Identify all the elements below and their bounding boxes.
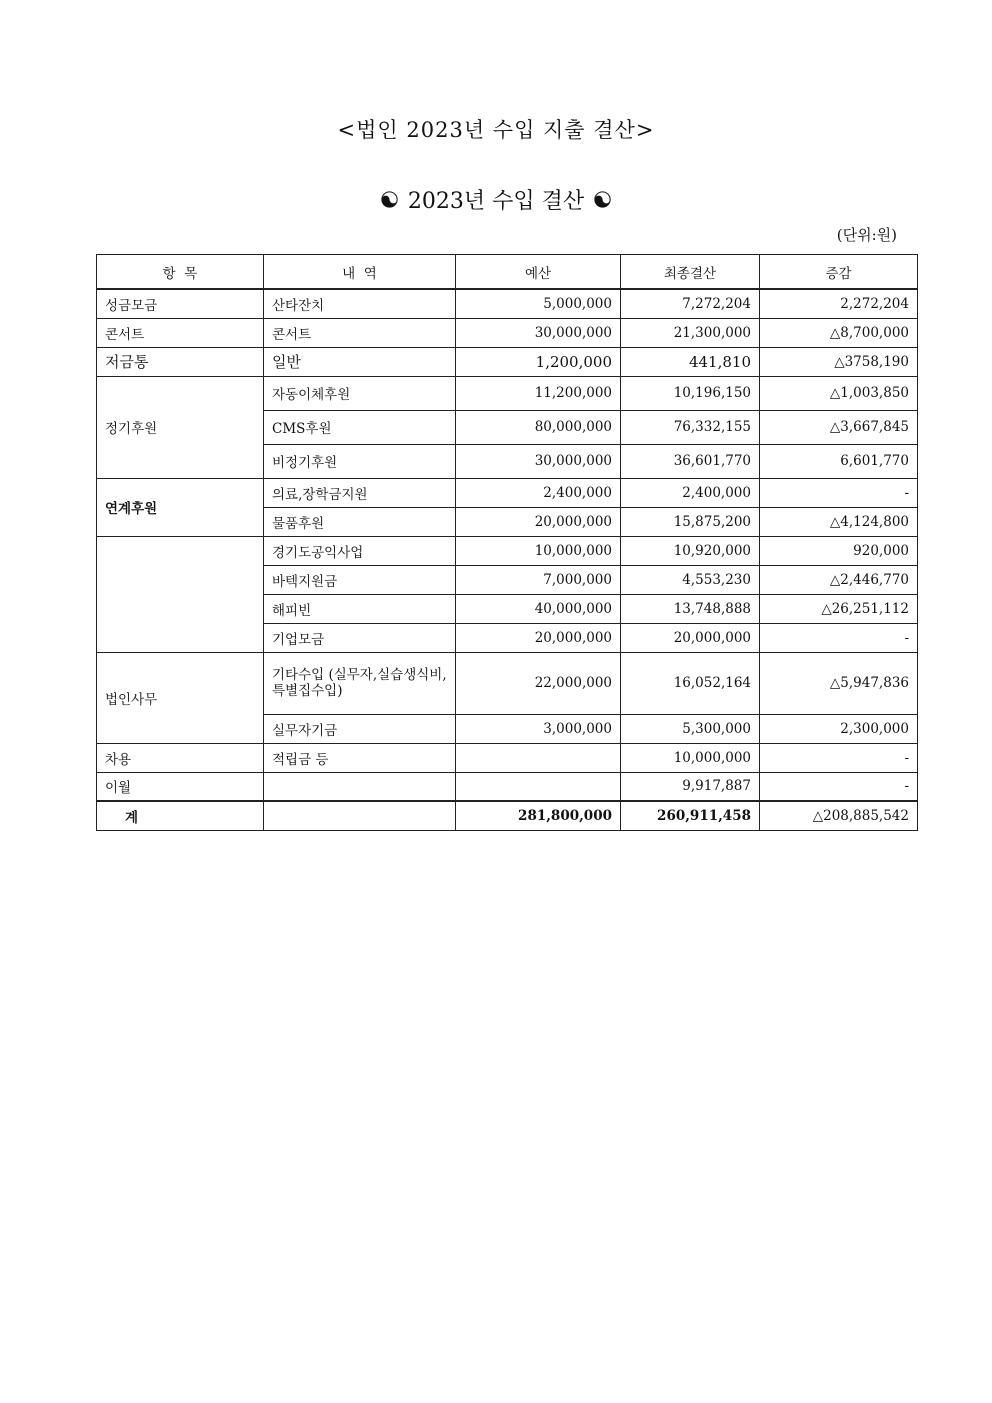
- item-cell: 실무자기금: [264, 714, 456, 743]
- budget-cell: 20,000,000: [456, 507, 621, 536]
- diff-cell: -: [760, 623, 918, 652]
- item-cell: 비정기후원: [264, 444, 456, 478]
- final-cell: 441,810: [621, 347, 760, 376]
- budget-cell: 22,000,000: [456, 652, 621, 714]
- item-cell: 해피빈: [264, 594, 456, 623]
- diff-cell: △26,251,112: [760, 594, 918, 623]
- final-cell: 7,272,204: [621, 289, 760, 318]
- diff-cell: 920,000: [760, 536, 918, 565]
- diff-cell: △8,700,000: [760, 318, 918, 347]
- diff-cell: △2,446,770: [760, 565, 918, 594]
- item-cell: 물품후원: [264, 507, 456, 536]
- diff-cell: -: [760, 478, 918, 507]
- total-label: 계: [97, 801, 264, 830]
- category-cell: 정기후원: [97, 376, 264, 478]
- category-cell: 콘서트: [97, 318, 264, 347]
- item-cell: 콘서트: [264, 318, 456, 347]
- diff-cell: 2,272,204: [760, 289, 918, 318]
- document-heading: <법인 2023년 수입 지출 결산>: [337, 118, 655, 142]
- total-budget: 281,800,000: [456, 801, 621, 830]
- item-cell: 산타잔치: [264, 289, 456, 318]
- budget-cell: 20,000,000: [456, 623, 621, 652]
- final-cell: 13,748,888: [621, 594, 760, 623]
- final-cell: 20,000,000: [621, 623, 760, 652]
- column-header-item: 내 역: [264, 255, 456, 290]
- section-heading: [0, 184, 992, 215]
- table-row: [97, 536, 918, 565]
- category-cell: 성금모금: [97, 289, 264, 318]
- table-row: [97, 743, 918, 772]
- budget-cell: 5,000,000: [456, 289, 621, 318]
- budget-cell: 10,000,000: [456, 536, 621, 565]
- budget-cell: 1,200,000: [456, 347, 621, 376]
- yin-yang-icon: [381, 191, 398, 208]
- item-cell: 경기도공익사업: [264, 536, 456, 565]
- budget-cell: 3,000,000: [456, 714, 621, 743]
- final-cell: 76,332,155: [621, 410, 760, 444]
- yin-yang-icon: [594, 191, 611, 208]
- budget-cell: 80,000,000: [456, 410, 621, 444]
- category-cell: 저금통: [97, 347, 264, 376]
- final-cell: 2,400,000: [621, 478, 760, 507]
- item-cell: 자동이체후원: [264, 376, 456, 410]
- budget-cell: 2,400,000: [456, 478, 621, 507]
- table-row: [97, 376, 918, 410]
- item-cell: [264, 772, 456, 801]
- table-row: [97, 347, 918, 376]
- table-row: [97, 652, 918, 714]
- section-title: 2023년 수입 결산: [407, 189, 585, 214]
- diff-cell: 6,601,770: [760, 444, 918, 478]
- total-diff: △208,885,542: [760, 801, 918, 830]
- column-header-budget: 예산: [456, 255, 621, 290]
- final-cell: 10,000,000: [621, 743, 760, 772]
- budget-cell: 7,000,000: [456, 565, 621, 594]
- budget-cell: 11,200,000: [456, 376, 621, 410]
- total-row: [97, 801, 918, 830]
- category-cell: 법인사무: [97, 652, 264, 743]
- item-cell: 기타수입 (실무자,실습생식비,특별집수입): [264, 652, 456, 714]
- category-cell: [97, 536, 264, 652]
- table-row: [97, 289, 918, 318]
- table-row: [97, 318, 918, 347]
- total-final: 260,911,458: [621, 801, 760, 830]
- table-row: [97, 772, 918, 801]
- item-cell: 의료,장학금지원: [264, 478, 456, 507]
- final-cell: 10,920,000: [621, 536, 760, 565]
- item-cell: 일반: [264, 347, 456, 376]
- budget-cell: 30,000,000: [456, 444, 621, 478]
- column-header-diff: 증감: [760, 255, 918, 290]
- item-cell: CMS후원: [264, 410, 456, 444]
- income-settlement-table: [96, 254, 918, 831]
- column-header-category: 항 목: [97, 255, 264, 290]
- item-cell: 바텍지원금: [264, 565, 456, 594]
- budget-cell: 30,000,000: [456, 318, 621, 347]
- table-header-row: [97, 255, 918, 290]
- final-cell: 16,052,164: [621, 652, 760, 714]
- final-cell: 9,917,887: [621, 772, 760, 801]
- budget-cell: [456, 772, 621, 801]
- column-header-final: 최종결산: [621, 255, 760, 290]
- diff-cell: △1,003,850: [760, 376, 918, 410]
- final-cell: 4,553,230: [621, 565, 760, 594]
- final-cell: 15,875,200: [621, 507, 760, 536]
- diff-cell: -: [760, 743, 918, 772]
- total-item-cell: [264, 801, 456, 830]
- budget-cell: [456, 743, 621, 772]
- diff-cell: 2,300,000: [760, 714, 918, 743]
- budget-cell: 40,000,000: [456, 594, 621, 623]
- diff-cell: △3758,190: [760, 347, 918, 376]
- category-cell: 이월: [97, 772, 264, 801]
- category-cell: 연계후원: [97, 478, 264, 536]
- item-cell: 적립금 등: [264, 743, 456, 772]
- diff-cell: △4,124,800: [760, 507, 918, 536]
- diff-cell: △5,947,836: [760, 652, 918, 714]
- category-cell: 차용: [97, 743, 264, 772]
- unit-label: (단위:원): [836, 226, 897, 244]
- item-cell: 기업모금: [264, 623, 456, 652]
- diff-cell: -: [760, 772, 918, 801]
- final-cell: 21,300,000: [621, 318, 760, 347]
- table-row: [97, 478, 918, 507]
- final-cell: 5,300,000: [621, 714, 760, 743]
- diff-cell: △3,667,845: [760, 410, 918, 444]
- final-cell: 10,196,150: [621, 376, 760, 410]
- final-cell: 36,601,770: [621, 444, 760, 478]
